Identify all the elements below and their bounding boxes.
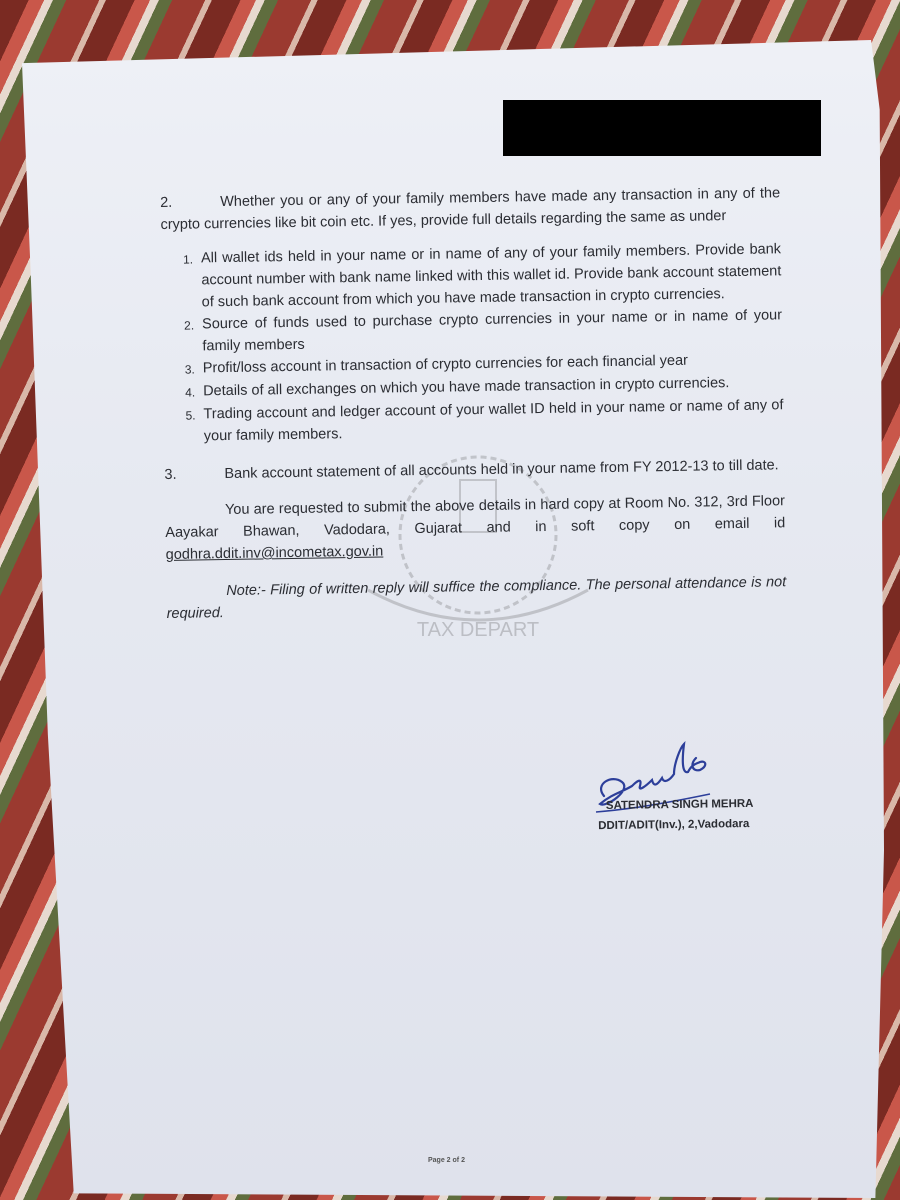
list-item-text: Profit/loss account in transaction of crypto currencies for each financial year [202, 352, 689, 377]
redaction-box [503, 100, 821, 156]
list-item [183, 238, 782, 313]
watermark-text: TAX DEPART [416, 619, 540, 641]
note-text: Filing of written reply will suffice the compliance. The personal attendance is not required. [166, 573, 787, 622]
paragraph-3 [164, 454, 784, 486]
list-item-number: 1. [182, 252, 194, 267]
list-item-number: 3. [184, 362, 195, 377]
paragraph-number: 2. [160, 194, 173, 211]
paragraph-text: Whether you or any of your family members have made any transaction in any of the crypto currencies like bit coin etc. If yes, provide full details regarding the same as under [160, 185, 781, 233]
page-number: Page 2 of 2 [428, 1157, 465, 1164]
paragraph-2 [160, 182, 781, 236]
list-item-number: 2. [183, 318, 195, 333]
list-item-number: 4. [185, 385, 196, 400]
list-item-text: Source of funds used to purchase crypto currencies in your name or in name of your family members [201, 307, 783, 355]
list-item-text: Details of all exchanges on which you have made transaction in crypto currencies. [203, 375, 730, 400]
detail-list [183, 238, 784, 447]
note [166, 571, 787, 625]
signatory-name: SATENDRA SINGH MEHRA [605, 797, 754, 812]
list-item [185, 394, 784, 447]
request-text: You are requested to submit the above details in hard copy at Room No. 312, 3rd Floor Aayakar Bhawan, Vadodara, Gujarat and in soft copy on email id [165, 493, 786, 541]
list-item-text: All wallet ids held in your name or in name of any of your family members. Provide bank account number with bank name linked with this wallet id. Provide bank account statement of such bank account from which you have made transaction in crypto currencies. [200, 241, 782, 311]
letter-body [160, 182, 787, 639]
signatory-designation: DDIT/ADIT(Inv.), 2,Vadodara [598, 817, 750, 833]
paragraph-text: Bank account statement of all accounts held in your name from FY 2012-13 to till date. [224, 457, 779, 483]
list-item-text: Trading account and ledger account of your wallet ID held in your name or name of any of your family members. [203, 397, 784, 445]
signatory-block [598, 794, 754, 836]
list-item-number: 5. [185, 408, 196, 423]
email-link[interactable]: godhra.ddit.inv@incometax.gov.in [165, 543, 384, 563]
paragraph-number: 3. [164, 466, 177, 483]
submission-request [165, 490, 786, 566]
note-label: Note:- [226, 581, 266, 599]
